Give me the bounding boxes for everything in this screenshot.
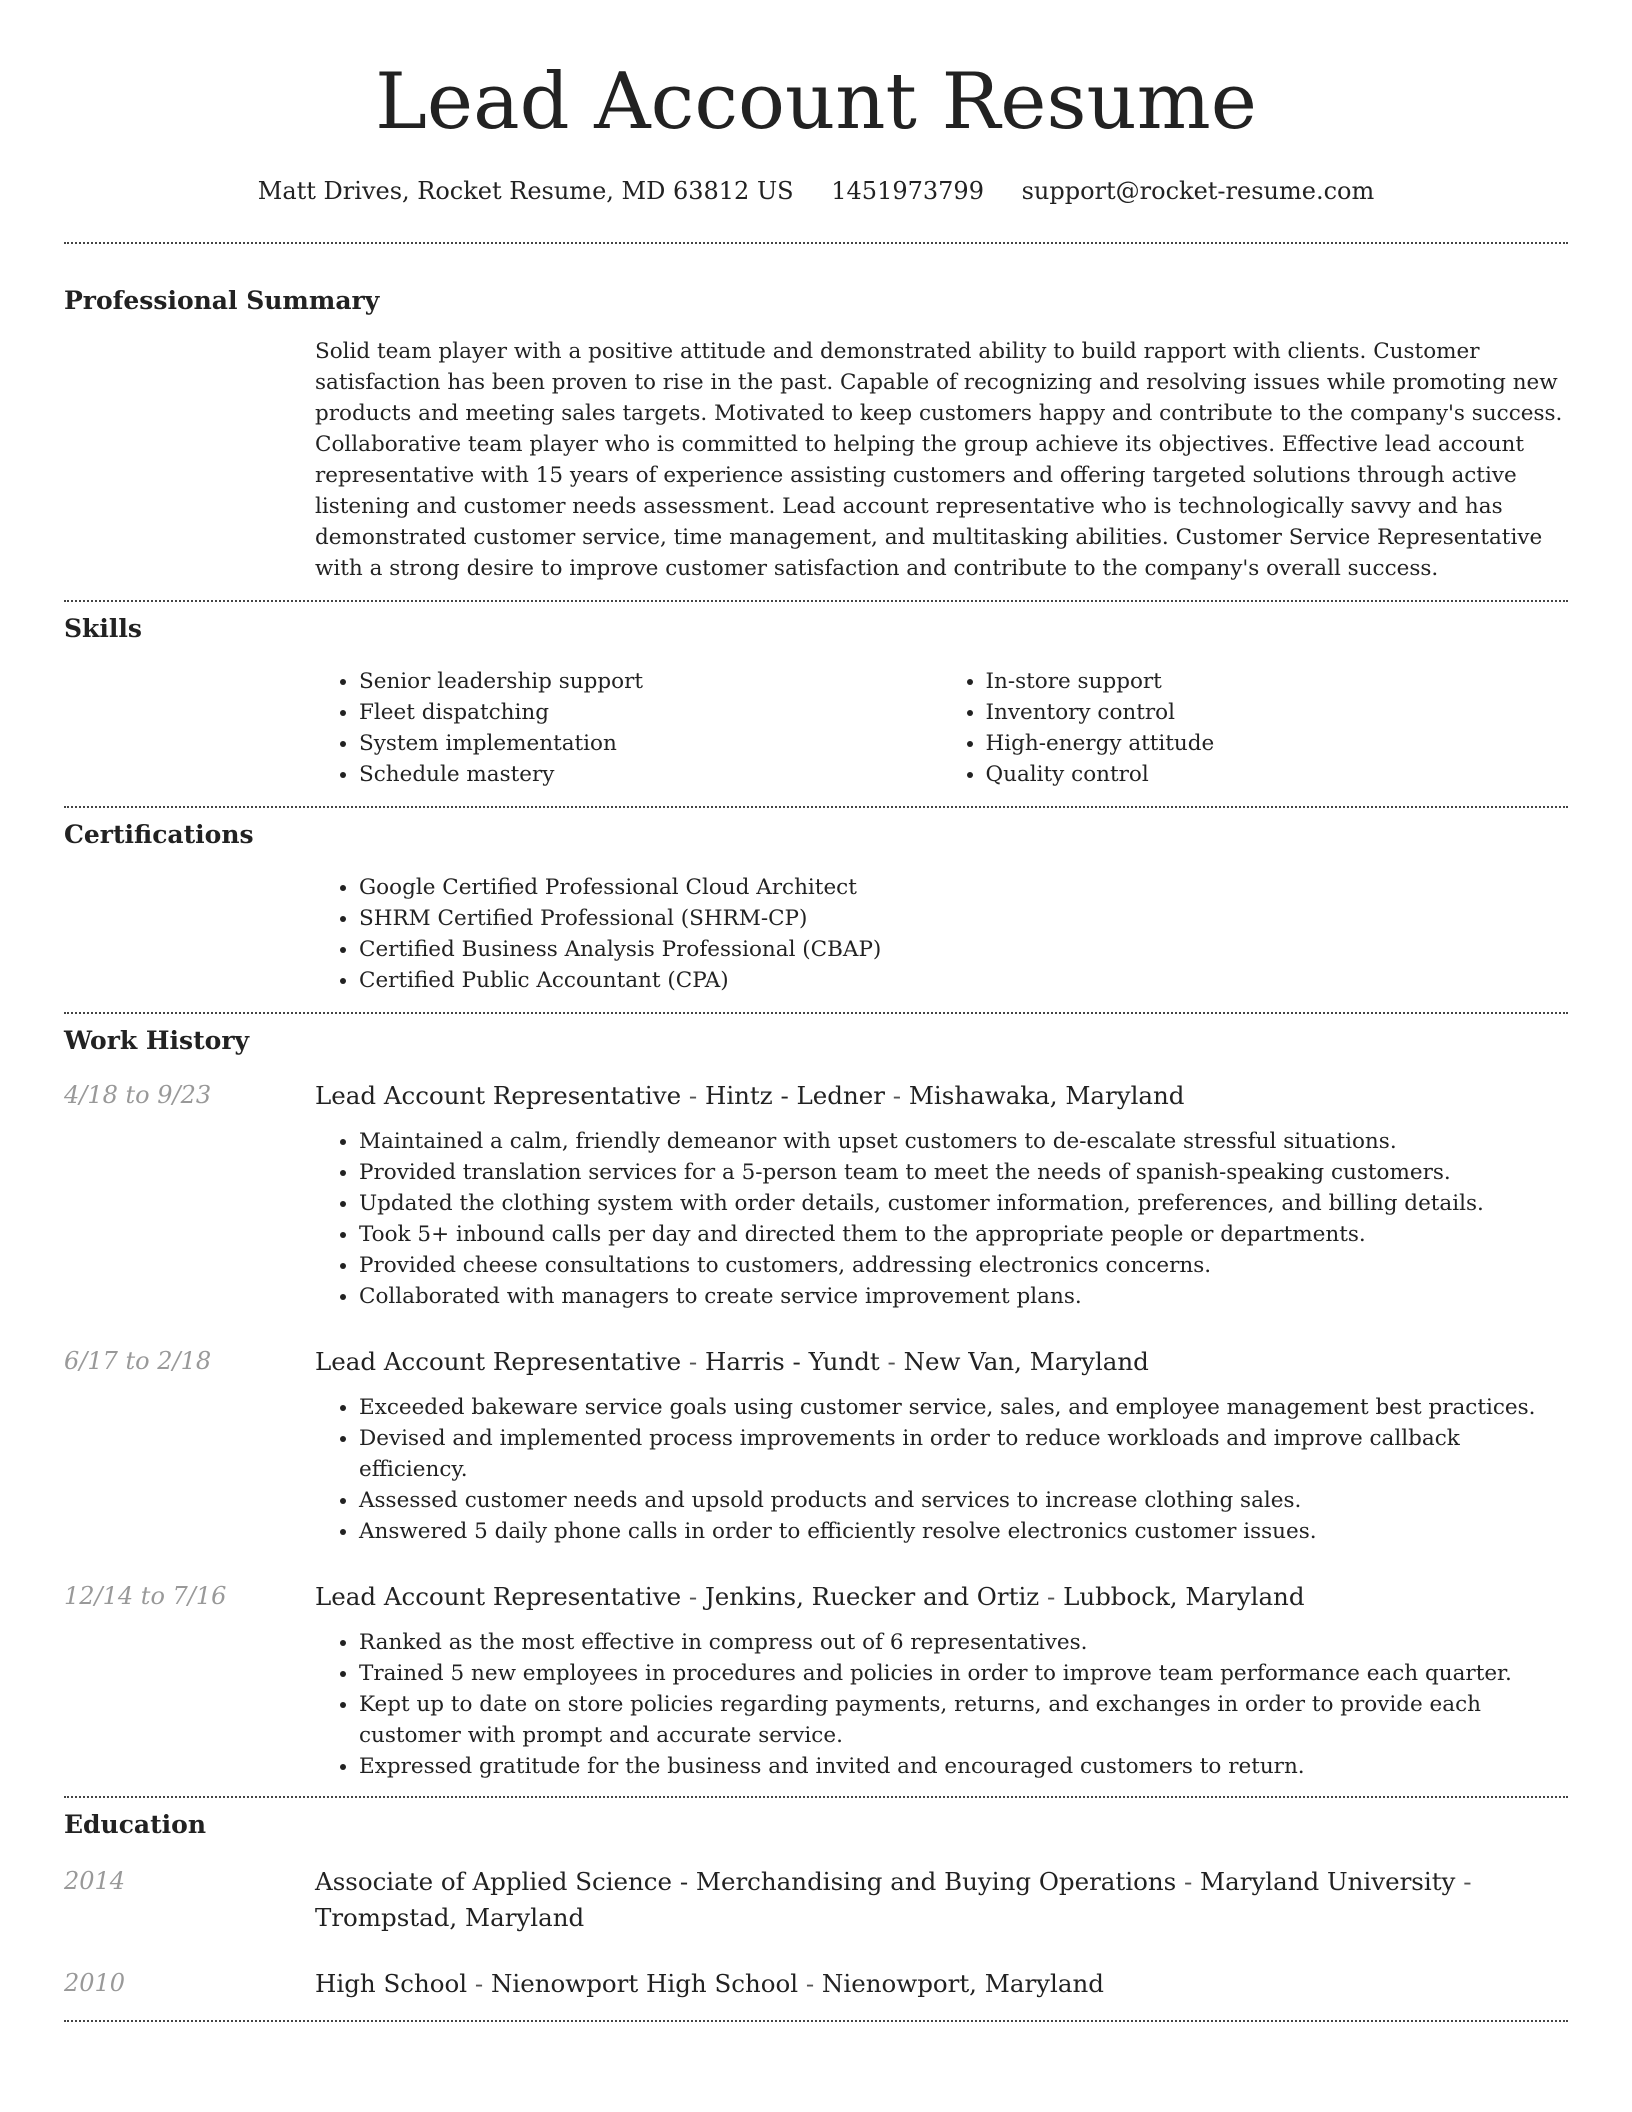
- contact-phone: 1451973799: [831, 177, 984, 205]
- skills-right-column: [942, 666, 1569, 790]
- education-degree: High School: [315, 1969, 468, 1998]
- certifications-section: [64, 808, 1568, 1012]
- job-heading: Lead Account Representative - Jenkins, Ruecker and Ortiz - Lubbock, Maryland: [315, 1582, 1305, 1611]
- job-location: Lubbock, Maryland: [1063, 1582, 1305, 1611]
- contact-email: support@rocket-resume.com: [1021, 177, 1375, 205]
- job-bullet: • Ranked as the most effective in compress out of 6 representatives.: [359, 1627, 1568, 1658]
- job-bullet: • Provided cheese consultations to customers, addressing electronics concerns.: [359, 1250, 1568, 1281]
- job-bullet: • Assessed customer needs and upsold products and services to increase clothing sales.: [359, 1485, 1568, 1516]
- job-bullet: • Provided translation services for a 5-person team to meet the needs of spanish-speaking customers.: [359, 1157, 1568, 1188]
- job-entry: [64, 1078, 1568, 1312]
- education-heading: Associate of Applied Science - Merchandising and Buying Operations - Maryland University - Trompstad, Maryland: [315, 1867, 1472, 1932]
- skills-list: [315, 666, 1568, 806]
- job-bullet: • Devised and implemented process improvements in order to reduce workloads and improve callback efficiency.: [359, 1423, 1568, 1485]
- job-heading: Lead Account Representative - Harris - Yundt - New Van, Maryland: [315, 1347, 1149, 1376]
- education-date: 2010: [64, 1969, 126, 1997]
- certification-item: • Certified Business Analysis Professional (CBAP): [359, 934, 1568, 965]
- skill-item: • Senior leadership support: [359, 666, 942, 697]
- certification-item: • Google Certified Professional Cloud Architect: [359, 872, 1568, 903]
- skill-item: • Quality control: [986, 759, 1569, 790]
- job-company: Jenkins, Ruecker and Ortiz: [704, 1582, 1040, 1611]
- education-degree: Associate of Applied Science - Merchandising and Buying Operations: [315, 1867, 1177, 1896]
- education-location: Trompstad, Maryland: [315, 1903, 585, 1932]
- job-date: 12/14 to 7/16: [64, 1582, 227, 1610]
- job-bullet: • Answered 5 daily phone calls in order to efficiently resolve electronics customer issues.: [359, 1516, 1568, 1547]
- skills-section: [64, 602, 1568, 806]
- certification-item: • SHRM Certified Professional (SHRM-CP): [359, 903, 1568, 934]
- job-location: New Van, Maryland: [903, 1347, 1149, 1376]
- job-location: Mishawaka, Maryland: [908, 1081, 1185, 1110]
- education-section: [64, 1798, 1568, 2020]
- section-title-work-history: Work History: [64, 1026, 250, 1055]
- job-bullets: [315, 1126, 1568, 1312]
- job-bullet: • Took 5+ inbound calls per day and directed them to the appropriate people or departments.: [359, 1219, 1568, 1250]
- job-entry: [64, 1579, 1568, 1796]
- certifications-list: [315, 872, 1568, 1012]
- education-heading: High School - Nienowport High School - Nienowport, Maryland: [315, 1969, 1104, 1998]
- education-school: Nienowport High School: [490, 1969, 799, 1998]
- job-bullet: • Expressed gratitude for the business and invited and encouraged customers to return.: [359, 1751, 1568, 1782]
- summary-section: [64, 244, 1568, 600]
- job-date: 4/18 to 9/23: [64, 1081, 212, 1109]
- work-history-section: [64, 1014, 1568, 1796]
- job-bullet: • Maintained a calm, friendly demeanor with upset customers to de-escalate stressful situations.: [359, 1126, 1568, 1157]
- skill-item: • In-store support: [986, 666, 1569, 697]
- section-title-education: Education: [64, 1810, 207, 1839]
- job-bullet: • Collaborated with managers to create service improvement plans.: [359, 1281, 1568, 1312]
- skill-item: • High-energy attitude: [986, 728, 1569, 759]
- job-role: Lead Account Representative: [315, 1081, 682, 1110]
- job-company: Hintz - Ledner: [704, 1081, 885, 1110]
- skills-left-column: [315, 666, 942, 790]
- job-company: Harris - Yundt: [704, 1347, 880, 1376]
- skill-item: • Schedule mastery: [359, 759, 942, 790]
- education-entry: [64, 1864, 1568, 1936]
- education-school: Maryland University: [1200, 1867, 1456, 1896]
- section-title-certifications: Certifications: [64, 820, 254, 849]
- job-bullet: • Exceeded bakeware service goals using customer service, sales, and employee management best practices.: [359, 1392, 1568, 1423]
- education-entry: [64, 1966, 1568, 2020]
- skill-item: • System implementation: [359, 728, 942, 759]
- job-date: 6/17 to 2/18: [64, 1347, 212, 1375]
- job-bullet: • Updated the clothing system with order details, customer information, preferences, and billing details.: [359, 1188, 1568, 1219]
- job-bullets: [315, 1392, 1568, 1547]
- divider: [64, 2020, 1568, 2022]
- education-location: Nienowport, Maryland: [821, 1969, 1104, 1998]
- job-role: Lead Account Representative: [315, 1347, 682, 1376]
- job-bullets: [315, 1627, 1568, 1796]
- contact-address: Matt Drives, Rocket Resume, MD 63812 US: [257, 177, 794, 205]
- job-heading: Lead Account Representative - Hintz - Ledner - Mishawaka, Maryland: [315, 1081, 1185, 1110]
- contact-line: [64, 174, 1568, 208]
- education-date: 2014: [64, 1867, 126, 1895]
- job-role: Lead Account Representative: [315, 1582, 682, 1611]
- certification-item: • Certified Public Accountant (CPA): [359, 965, 1568, 996]
- job-bullet: • Trained 5 new employees in procedures and policies in order to improve team performance each quarter.: [359, 1658, 1568, 1689]
- skill-item: • Fleet dispatching: [359, 697, 942, 728]
- section-title-skills: Skills: [64, 614, 142, 643]
- job-bullet: • Kept up to date on store policies regarding payments, returns, and exchanges in order to provide each customer with prompt and accurate service.: [359, 1689, 1568, 1751]
- section-title-summary: Professional Summary: [64, 286, 380, 315]
- resume-title: Lead Account Resume: [375, 57, 1257, 147]
- job-entry: [64, 1344, 1568, 1547]
- summary-text: Solid team player with a positive attitude and demonstrated ability to build rapport with clients. Customer satisfaction has been proven to rise in the past. Capable of recognizing and resolving issues while promoting new products and meeting sales targets. Motivated to keep customers happy and contribute to the company's success. Collaborative team player who is committed to helping the group achieve its objectives. Effective lead account representative with 15 years of experience assisting customers and offering targeted solutions through active listening and customer needs assessment. Lead account representative who is technologically savvy and has demonstrated customer service, time management, and multitasking abilities. Customer Service Representative with a strong desire to improve customer satisfaction and contribute to the company's overall success.: [315, 339, 1563, 581]
- summary-body: [315, 336, 1568, 600]
- skill-item: • Inventory control: [986, 697, 1569, 728]
